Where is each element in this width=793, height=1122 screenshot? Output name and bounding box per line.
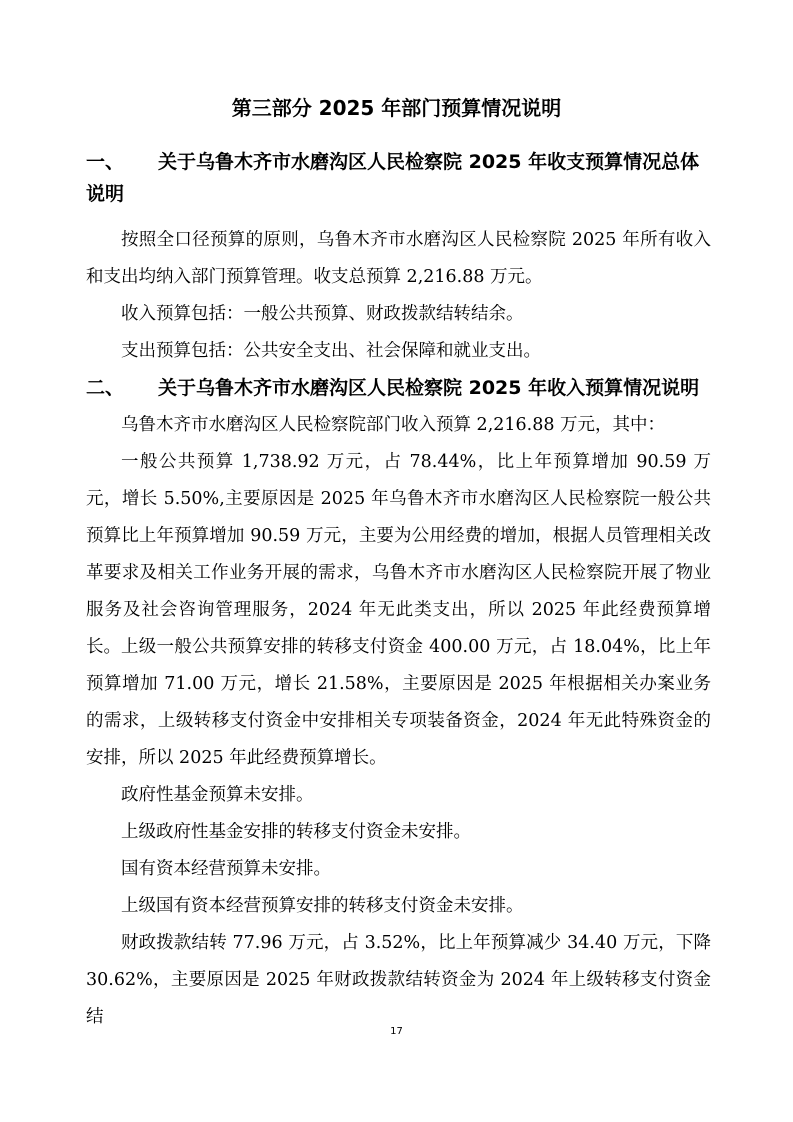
section-heading-2 [86, 372, 716, 404]
paragraph-fund-budget: 政府性基金预算未安排。 [121, 785, 314, 805]
paragraph-state-capital-transfer: 上级国有资本经营预算安排的转移支付资金未安排。 [121, 896, 524, 916]
page-number: 17 [390, 1026, 403, 1037]
paragraph-income-items: 收入预算包括：一般公共预算、财政拨款结转结余。 [121, 304, 524, 324]
section-heading-1 [86, 146, 716, 210]
paragraph-state-capital: 国有资本经营预算未安排。 [121, 859, 331, 879]
section-heading-text-1: 关于乌鲁木齐市水磨沟区人民检察院 2025 年收支预算情况总体说明 [86, 151, 700, 205]
paragraph-general-budget: 一般公共预算 1,738.92 万元，占 78.44%，比上年预算增加 90.59 万元，增长 5.50%,主要原因是 2025 年乌鲁木齐市水磨沟区人民检察院一般公共预算比上年预算增加 90.59 万元，主要为公用经费的增加，根据人员管理相关改革要求及相关工作业务开展的需求，乌鲁木齐市水磨沟区人民检察院开展了物业服务及社会咨询管理服务，2024 年无此类支出，所以 2025 年此经费预算增长。 [86, 452, 711, 657]
paragraph-fund-transfer: 上级政府性基金安排的转移支付资金未安排。 [121, 822, 471, 842]
section-number-2: 二、 [86, 377, 125, 399]
section-heading-text-2: 关于乌鲁木齐市水磨沟区人民检察院 2025 年收入预算情况说明 [158, 377, 700, 399]
paragraph-budget-principle: 按照全口径预算的原则，乌鲁木齐市水磨沟区人民检察院 2025 年所有收入和支出均纳入部门预算管理。收支总预算 2,216.88 万元。 [86, 230, 711, 287]
paragraph-transfer-payment: 上级一般公共预算安排的转移支付资金 400.00 万元，占 18.04%，比上年预算增加 71.00 万元，增长 21.58%，主要原因是 2025 年根据相关办案业务的需求，上级转移支付资金中安排相关专项装备资金，2024 年无此特殊资金的安排，所以 2025 年此经费预算增长。 [86, 637, 711, 768]
section-number-1: 一、 [86, 151, 125, 173]
paragraph-income-total: 乌鲁木齐市水磨沟区人民检察院部门收入预算 2,216.88 万元，其中： [121, 415, 666, 435]
page-title: 第三部分 2025 年部门预算情况说明 [231, 96, 562, 120]
paragraph-carryover: 财政拨款结转 77.96 万元，占 3.52%，比上年预算减少 34.40 万元，下降 30.62%，主要原因是 2025 年财政拨款结转资金为 2024 年上级转移支付资金结 [86, 933, 711, 1027]
paragraph-expense-items: 支出预算包括：公共安全支出、社会保障和就业支出。 [121, 341, 541, 361]
